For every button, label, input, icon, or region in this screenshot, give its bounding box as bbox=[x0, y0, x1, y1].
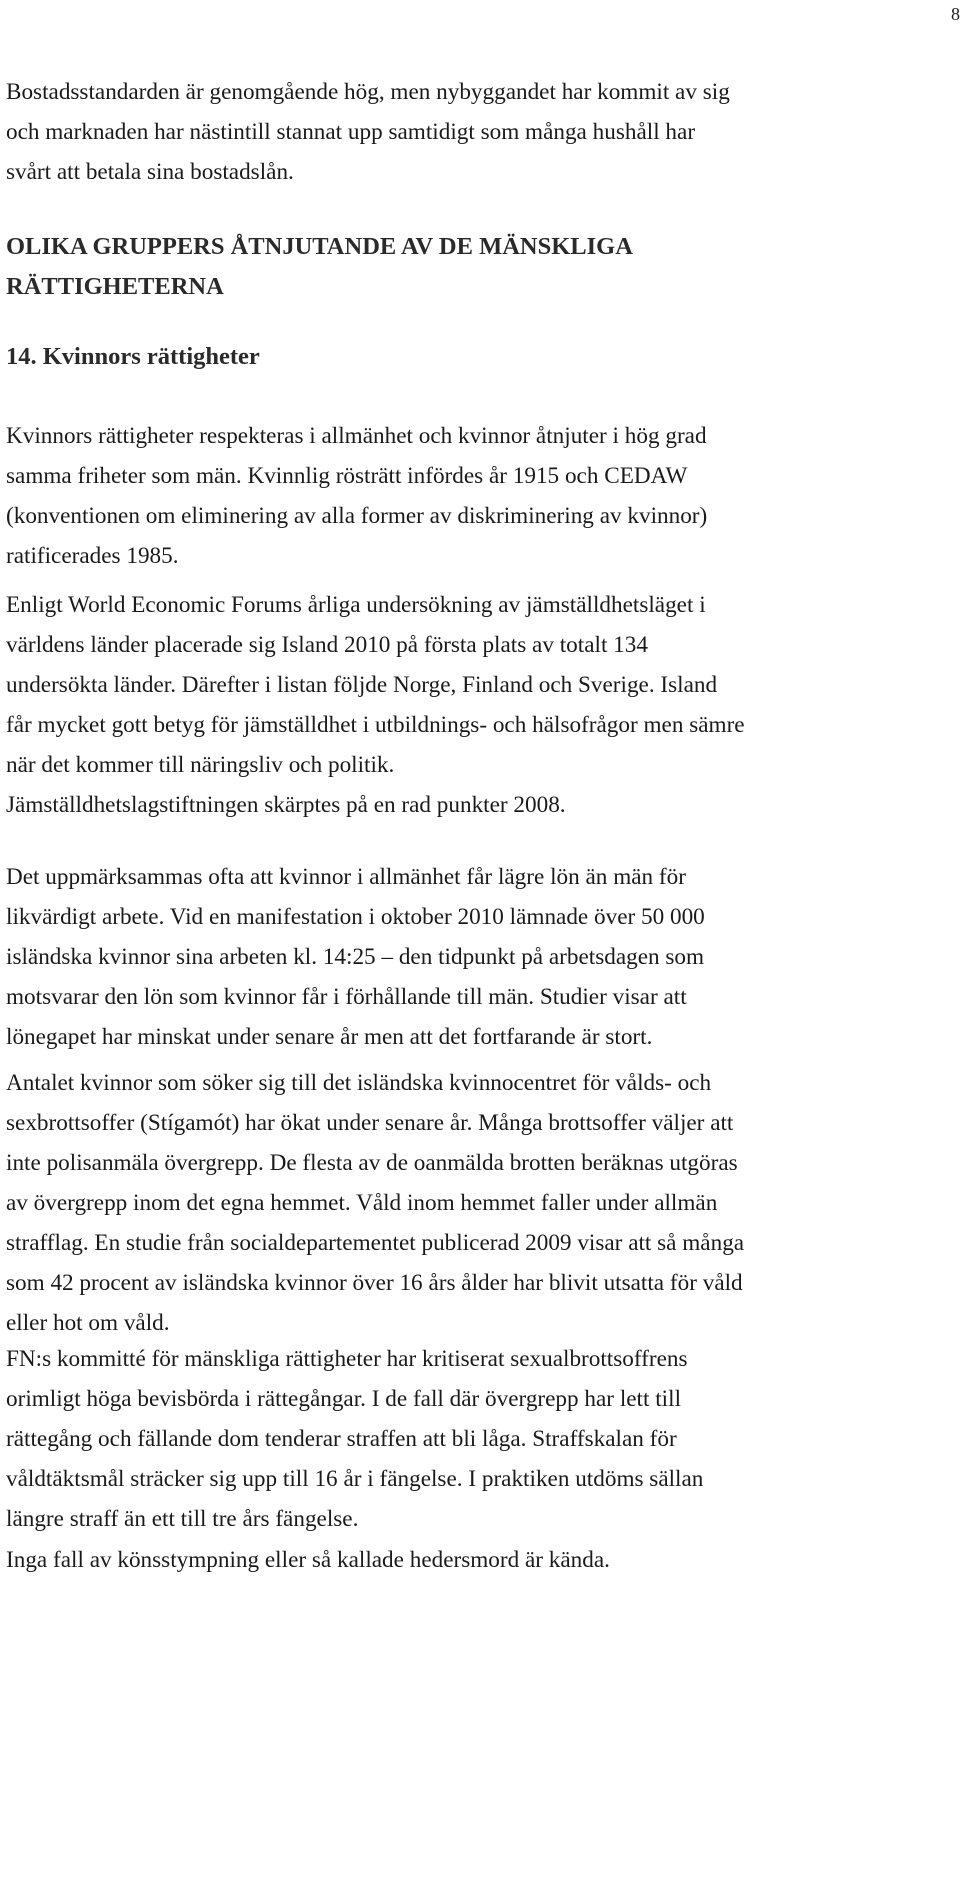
text-line: rättegång och fällande dom tenderar straffen att bli låga. Straffskalan för bbox=[6, 1426, 677, 1452]
paragraph-no-cases bbox=[6, 1540, 926, 1580]
paragraph-womens-rights bbox=[6, 416, 926, 576]
text-line: Bostadsstandarden är genomgående hög, men nybyggandet har kommit av sig bbox=[6, 79, 730, 105]
text-line: Kvinnors rättigheter respekteras i allmänhet och kvinnor åtnjuter i hög grad bbox=[6, 423, 707, 449]
text-line: när det kommer till näringsliv och politik. bbox=[6, 752, 395, 778]
text-line: Jämställdhetslagstiftningen skärptes på en rad punkter 2008. bbox=[6, 792, 566, 818]
paragraph-violence bbox=[6, 1063, 926, 1343]
paragraph-wage-gap bbox=[6, 857, 926, 1057]
subsection-heading: 14. Kvinnors rättigheter bbox=[6, 343, 260, 370]
text-line: FN:s kommitté för mänskliga rättigheter har kritiserat sexualbrottsoffrens bbox=[6, 1346, 688, 1372]
text-line: likvärdigt arbete. Vid en manifestation i oktober 2010 lämnade över 50 000 bbox=[6, 904, 705, 930]
text-line: Enligt World Economic Forums årliga undersökning av jämställdhetsläget i bbox=[6, 592, 706, 618]
text-line: av övergrepp inom det egna hemmet. Våld inom hemmet faller under allmän bbox=[6, 1190, 718, 1216]
paragraph-legislation bbox=[6, 785, 926, 825]
text-line: (konventionen om eliminering av alla former av diskriminering av kvinnor) bbox=[6, 503, 708, 529]
intro-paragraph bbox=[6, 72, 926, 192]
heading-line: OLIKA GRUPPERS ÅTNJUTANDE AV DE MÄNSKLIGA bbox=[6, 233, 633, 260]
text-line: som 42 procent av isländska kvinnor över 16 års ålder har blivit utsatta för våld bbox=[6, 1270, 743, 1296]
text-line: Antalet kvinnor som söker sig till det isländska kvinnocentret för vålds- och bbox=[6, 1070, 712, 1096]
text-line: världens länder placerade sig Island 2010 på första plats av totalt 134 bbox=[6, 632, 648, 658]
text-line: orimligt höga bevisbörda i rättegångar. I de fall där övergrepp har lett till bbox=[6, 1386, 682, 1412]
heading-line: RÄTTIGHETERNA bbox=[6, 273, 224, 300]
text-line: motsvarar den lön som kvinnor får i förhållande till män. Studier visar att bbox=[6, 984, 687, 1010]
text-line: samma friheter som män. Kvinnlig rösträtt infördes år 1915 och CEDAW bbox=[6, 463, 688, 489]
text-line: får mycket gott betyg för jämställdhet i utbildnings- och hälsofrågor men sämre bbox=[6, 712, 745, 738]
text-line: längre straff än ett till tre års fängelse. bbox=[6, 1506, 359, 1532]
text-line: svårt att betala sina bostadslån. bbox=[6, 159, 294, 185]
text-line: eller hot om våld. bbox=[6, 1310, 170, 1336]
text-line: sexbrottsoffer (Stígamót) har ökat under senare år. Många brottsoffer väljer att bbox=[6, 1110, 734, 1136]
text-line: ratificerades 1985. bbox=[6, 543, 179, 569]
text-line: Inga fall av könsstympning eller så kallade hedersmord är kända. bbox=[6, 1547, 610, 1573]
page-number: 8 bbox=[951, 4, 960, 24]
text-line: undersökta länder. Därefter i listan följde Norge, Finland och Sverige. Island bbox=[6, 672, 718, 698]
text-line: strafflag. En studie från socialdepartementet publicerad 2009 visar att så många bbox=[6, 1230, 745, 1256]
text-line: lönegapet har minskat under senare år men att det fortfarande är stort. bbox=[6, 1024, 653, 1050]
section-heading bbox=[6, 227, 926, 307]
text-line: inte polisanmäla övergrepp. De flesta av de oanmälda brotten beräknas utgöras bbox=[6, 1150, 738, 1176]
text-line: isländska kvinnor sina arbeten kl. 14:25 – den tidpunkt på arbetsdagen som bbox=[6, 944, 705, 970]
text-line: Det uppmärksammas ofta att kvinnor i allmänhet får lägre lön än män för bbox=[6, 864, 686, 890]
text-line: och marknaden har nästintill stannat upp samtidigt som många hushåll har bbox=[6, 119, 696, 145]
paragraph-un-committee bbox=[6, 1339, 926, 1539]
paragraph-wef-ranking bbox=[6, 585, 926, 785]
text-line: våldtäktsmål sträcker sig upp till 16 år i fängelse. I praktiken utdöms sällan bbox=[6, 1466, 704, 1492]
